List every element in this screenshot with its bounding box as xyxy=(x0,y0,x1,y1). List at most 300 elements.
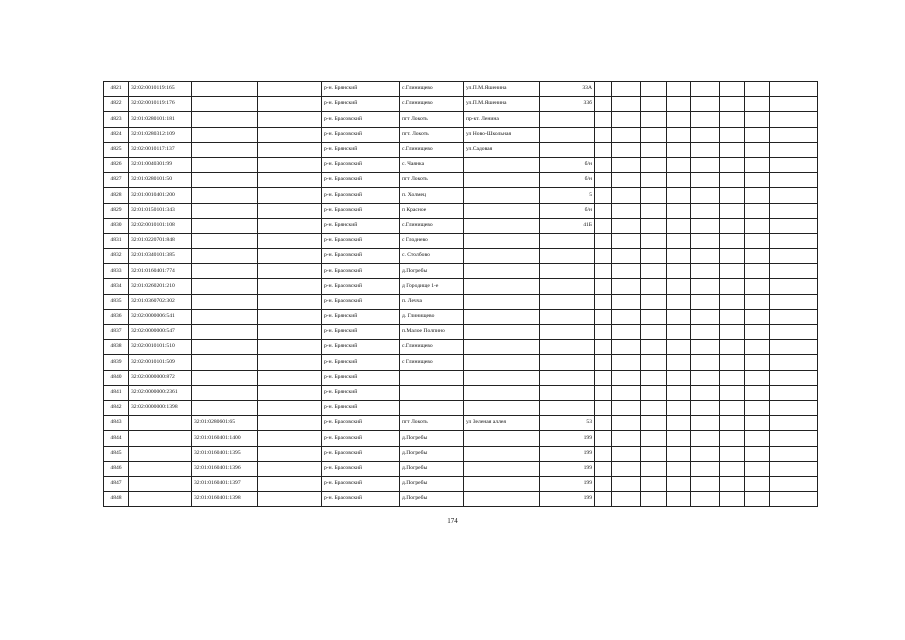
locality-cell xyxy=(400,370,464,385)
cadastral-number-cell: 32:01:0040301:99 xyxy=(129,157,192,172)
empty-cell xyxy=(667,325,691,340)
empty-cell xyxy=(258,203,322,218)
empty-cell xyxy=(691,294,720,309)
empty-cell xyxy=(745,188,770,203)
table-row xyxy=(104,355,818,370)
empty-cell xyxy=(745,157,770,172)
empty-cell xyxy=(667,82,691,97)
empty-cell xyxy=(595,279,612,294)
empty-cell xyxy=(595,233,612,248)
cadastral-number-alt-cell: 32:01:0280601:65 xyxy=(192,416,258,431)
empty-cell xyxy=(745,279,770,294)
empty-cell xyxy=(720,340,745,355)
empty-cell xyxy=(720,127,745,142)
record-number-cell: 4824 xyxy=(104,127,129,142)
empty-cell xyxy=(612,127,641,142)
empty-cell xyxy=(595,218,612,233)
empty-cell xyxy=(745,370,770,385)
table-row xyxy=(104,325,818,340)
empty-cell xyxy=(720,309,745,324)
street-cell xyxy=(464,309,540,324)
empty-cell xyxy=(641,431,667,446)
empty-cell xyxy=(595,188,612,203)
empty-cell xyxy=(612,264,641,279)
street-cell xyxy=(464,264,540,279)
empty-cell xyxy=(720,203,745,218)
table-row xyxy=(104,416,818,431)
empty-cell xyxy=(691,249,720,264)
empty-cell xyxy=(612,233,641,248)
record-number-cell: 4831 xyxy=(104,233,129,248)
house-number-cell: 33б xyxy=(540,97,595,112)
record-number-cell: 4833 xyxy=(104,264,129,279)
empty-cell xyxy=(612,294,641,309)
locality-cell: д.Погребы xyxy=(400,476,464,491)
cadastral-number-alt-cell xyxy=(192,97,258,112)
district-cell: р-н. Брасовский xyxy=(322,492,400,507)
empty-cell xyxy=(745,173,770,188)
empty-cell xyxy=(691,476,720,491)
table-row xyxy=(104,309,818,324)
record-number-cell: 4835 xyxy=(104,294,129,309)
empty-cell xyxy=(641,173,667,188)
street-cell xyxy=(464,461,540,476)
locality-cell: с.Глинищево xyxy=(400,218,464,233)
empty-cell xyxy=(258,355,322,370)
table-row xyxy=(104,264,818,279)
empty-cell xyxy=(595,157,612,172)
table-row xyxy=(104,492,818,507)
empty-cell xyxy=(691,188,720,203)
empty-cell xyxy=(745,264,770,279)
empty-cell xyxy=(595,294,612,309)
empty-cell xyxy=(720,355,745,370)
district-cell: р-н. Брянский xyxy=(322,309,400,324)
cadastral-number-alt-cell xyxy=(192,157,258,172)
empty-cell xyxy=(258,370,322,385)
empty-cell xyxy=(745,112,770,127)
empty-cell xyxy=(691,233,720,248)
cadastral-number-cell: 32:01:0260201:210 xyxy=(129,279,192,294)
cadastral-number-cell: 32:02:0000000:1398 xyxy=(129,400,192,415)
table-row xyxy=(104,82,818,97)
district-cell: р-н. Брасовский xyxy=(322,173,400,188)
locality-cell: д Городище 1-е xyxy=(400,279,464,294)
cadastral-number-alt-cell xyxy=(192,173,258,188)
record-number-cell: 4825 xyxy=(104,142,129,157)
empty-cell xyxy=(770,325,818,340)
empty-cell xyxy=(691,370,720,385)
record-number-cell: 4841 xyxy=(104,385,129,400)
record-number-cell: 4844 xyxy=(104,431,129,446)
house-number-cell xyxy=(540,309,595,324)
empty-cell xyxy=(667,400,691,415)
empty-cell xyxy=(595,112,612,127)
cadastral-number-alt-cell: 32:01:0160401:1400 xyxy=(192,431,258,446)
empty-cell xyxy=(667,264,691,279)
cadastral-number-cell: 32:02:0000000:2361 xyxy=(129,385,192,400)
cadastral-number-alt-cell xyxy=(192,249,258,264)
empty-cell xyxy=(641,294,667,309)
empty-cell xyxy=(612,355,641,370)
empty-cell xyxy=(667,461,691,476)
empty-cell xyxy=(770,476,818,491)
street-cell xyxy=(464,370,540,385)
record-number-cell: 4828 xyxy=(104,188,129,203)
empty-cell xyxy=(258,431,322,446)
empty-cell xyxy=(691,142,720,157)
empty-cell xyxy=(595,127,612,142)
empty-cell xyxy=(770,370,818,385)
cadastral-number-alt-cell: 32:01:0160401:1395 xyxy=(192,446,258,461)
table-row xyxy=(104,112,818,127)
empty-cell xyxy=(745,233,770,248)
empty-cell xyxy=(691,203,720,218)
locality-cell: д. Глинищево xyxy=(400,309,464,324)
empty-cell xyxy=(595,476,612,491)
house-number-cell xyxy=(540,112,595,127)
record-number-cell: 4837 xyxy=(104,325,129,340)
cadastral-number-cell: 32:02:0010101:510 xyxy=(129,340,192,355)
empty-cell xyxy=(691,461,720,476)
empty-cell xyxy=(612,492,641,507)
empty-cell xyxy=(770,279,818,294)
empty-cell xyxy=(770,264,818,279)
record-number-cell: 4822 xyxy=(104,97,129,112)
empty-cell xyxy=(641,400,667,415)
record-number-cell: 4839 xyxy=(104,355,129,370)
street-cell: ул Ново-Школьная xyxy=(464,127,540,142)
house-number-cell: 33А xyxy=(540,82,595,97)
record-number-cell: 4827 xyxy=(104,173,129,188)
empty-cell xyxy=(612,188,641,203)
street-cell xyxy=(464,249,540,264)
empty-cell xyxy=(770,385,818,400)
empty-cell xyxy=(258,279,322,294)
empty-cell xyxy=(745,385,770,400)
locality-cell: д.Погребы xyxy=(400,461,464,476)
empty-cell xyxy=(691,97,720,112)
empty-cell xyxy=(258,218,322,233)
cadastral-number-alt-cell xyxy=(192,279,258,294)
empty-cell xyxy=(691,173,720,188)
empty-cell xyxy=(720,142,745,157)
empty-cell xyxy=(258,173,322,188)
empty-cell xyxy=(720,279,745,294)
house-number-cell: 199 xyxy=(540,476,595,491)
district-cell: р-н. Брасовский xyxy=(322,264,400,279)
district-cell: р-н. Брянский xyxy=(322,355,400,370)
empty-cell xyxy=(595,309,612,324)
empty-cell xyxy=(745,492,770,507)
street-cell xyxy=(464,173,540,188)
empty-cell xyxy=(720,461,745,476)
empty-cell xyxy=(641,112,667,127)
empty-cell xyxy=(258,340,322,355)
empty-cell xyxy=(258,461,322,476)
empty-cell xyxy=(641,82,667,97)
cadastral-number-alt-cell xyxy=(192,142,258,157)
empty-cell xyxy=(612,400,641,415)
empty-cell xyxy=(745,400,770,415)
cadastral-number-alt-cell xyxy=(192,400,258,415)
empty-cell xyxy=(667,142,691,157)
empty-cell xyxy=(595,385,612,400)
empty-cell xyxy=(641,264,667,279)
record-number-cell: 4848 xyxy=(104,492,129,507)
cadastral-number-cell: 32:02:0000000:547 xyxy=(129,325,192,340)
empty-cell xyxy=(612,142,641,157)
empty-cell xyxy=(258,385,322,400)
table-row xyxy=(104,476,818,491)
empty-cell xyxy=(667,97,691,112)
empty-cell xyxy=(595,461,612,476)
empty-cell xyxy=(691,112,720,127)
empty-cell xyxy=(745,355,770,370)
district-cell: р-н. Брянский xyxy=(322,142,400,157)
house-number-cell xyxy=(540,233,595,248)
empty-cell xyxy=(745,294,770,309)
cadastral-number-cell: 32:02:0000000:872 xyxy=(129,370,192,385)
table-row xyxy=(104,233,818,248)
street-cell xyxy=(464,400,540,415)
locality-cell: д.Погребы xyxy=(400,492,464,507)
empty-cell xyxy=(770,309,818,324)
registry-table xyxy=(103,81,818,507)
empty-cell xyxy=(595,340,612,355)
empty-cell xyxy=(595,97,612,112)
street-cell xyxy=(464,157,540,172)
empty-cell xyxy=(667,249,691,264)
table-row xyxy=(104,188,818,203)
locality-cell: д.Погребы xyxy=(400,264,464,279)
street-cell: ул.П.М.Яшенина xyxy=(464,97,540,112)
empty-cell xyxy=(258,142,322,157)
empty-cell xyxy=(770,461,818,476)
street-cell xyxy=(464,203,540,218)
empty-cell xyxy=(720,188,745,203)
empty-cell xyxy=(745,249,770,264)
cadastral-number-alt-cell xyxy=(192,127,258,142)
empty-cell xyxy=(770,492,818,507)
empty-cell xyxy=(641,476,667,491)
empty-cell xyxy=(612,416,641,431)
empty-cell xyxy=(745,476,770,491)
empty-cell xyxy=(641,370,667,385)
empty-cell xyxy=(720,218,745,233)
cadastral-number-alt-cell xyxy=(192,112,258,127)
cadastral-number-cell xyxy=(129,492,192,507)
district-cell: р-н. Брасовский xyxy=(322,249,400,264)
record-number-cell: 4830 xyxy=(104,218,129,233)
empty-cell xyxy=(770,188,818,203)
table-row xyxy=(104,218,818,233)
locality-cell: пгт Локоть xyxy=(400,112,464,127)
empty-cell xyxy=(612,325,641,340)
empty-cell xyxy=(720,416,745,431)
empty-cell xyxy=(691,385,720,400)
empty-cell xyxy=(770,203,818,218)
empty-cell xyxy=(770,431,818,446)
street-cell xyxy=(464,233,540,248)
empty-cell xyxy=(641,416,667,431)
empty-cell xyxy=(258,416,322,431)
house-number-cell: 199 xyxy=(540,431,595,446)
table-row xyxy=(104,461,818,476)
cadastral-number-alt-cell xyxy=(192,294,258,309)
cadastral-number-alt-cell xyxy=(192,82,258,97)
empty-cell xyxy=(258,294,322,309)
record-number-cell: 4832 xyxy=(104,249,129,264)
cadastral-number-alt-cell xyxy=(192,264,258,279)
empty-cell xyxy=(612,446,641,461)
district-cell: р-н. Брасовский xyxy=(322,203,400,218)
empty-cell xyxy=(720,97,745,112)
empty-cell xyxy=(720,385,745,400)
record-number-cell: 4823 xyxy=(104,112,129,127)
empty-cell xyxy=(612,173,641,188)
empty-cell xyxy=(667,233,691,248)
empty-cell xyxy=(667,340,691,355)
empty-cell xyxy=(720,82,745,97)
cadastral-number-cell xyxy=(129,476,192,491)
cadastral-number-cell: 32:01:0150101:343 xyxy=(129,203,192,218)
empty-cell xyxy=(595,492,612,507)
empty-cell xyxy=(770,218,818,233)
empty-cell xyxy=(641,446,667,461)
empty-cell xyxy=(595,400,612,415)
street-cell xyxy=(464,385,540,400)
empty-cell xyxy=(612,203,641,218)
empty-cell xyxy=(595,264,612,279)
record-number-cell: 4845 xyxy=(104,446,129,461)
empty-cell xyxy=(691,264,720,279)
empty-cell xyxy=(258,446,322,461)
record-number-cell: 4826 xyxy=(104,157,129,172)
cadastral-number-alt-cell: 32:01:0160401:1396 xyxy=(192,461,258,476)
empty-cell xyxy=(667,385,691,400)
cadastral-number-cell: 32:01:0280312:109 xyxy=(129,127,192,142)
empty-cell xyxy=(770,340,818,355)
district-cell: р-н. Брасовский xyxy=(322,461,400,476)
cadastral-number-alt-cell: 32:01:0160401:1398 xyxy=(192,492,258,507)
page-number: 174 xyxy=(447,517,458,525)
empty-cell xyxy=(641,127,667,142)
empty-cell xyxy=(641,249,667,264)
house-number-cell: 199 xyxy=(540,446,595,461)
empty-cell xyxy=(612,82,641,97)
empty-cell xyxy=(745,97,770,112)
district-cell: р-н. Брасовский xyxy=(322,431,400,446)
empty-cell xyxy=(720,294,745,309)
house-number-cell: 199 xyxy=(540,492,595,507)
empty-cell xyxy=(258,476,322,491)
empty-cell xyxy=(691,416,720,431)
district-cell: р-н. Брянский xyxy=(322,218,400,233)
empty-cell xyxy=(595,416,612,431)
street-cell xyxy=(464,340,540,355)
table-row xyxy=(104,127,818,142)
house-number-cell xyxy=(540,294,595,309)
cadastral-number-cell: 32:02:0010119:165 xyxy=(129,82,192,97)
empty-cell xyxy=(641,218,667,233)
empty-cell xyxy=(667,188,691,203)
cadastral-number-alt-cell xyxy=(192,203,258,218)
empty-cell xyxy=(641,461,667,476)
empty-cell xyxy=(691,157,720,172)
empty-cell xyxy=(612,218,641,233)
locality-cell: с. Столбово xyxy=(400,249,464,264)
record-number-cell: 4840 xyxy=(104,370,129,385)
record-number-cell: 4829 xyxy=(104,203,129,218)
cadastral-number-alt-cell xyxy=(192,385,258,400)
empty-cell xyxy=(595,249,612,264)
empty-cell xyxy=(770,142,818,157)
empty-cell xyxy=(691,446,720,461)
locality-cell: с.Глинищево xyxy=(400,340,464,355)
empty-cell xyxy=(595,431,612,446)
cadastral-number-cell: 32:01:0160401:774 xyxy=(129,264,192,279)
locality-cell: д.Погребы xyxy=(400,446,464,461)
empty-cell xyxy=(612,112,641,127)
house-number-cell: 41Б xyxy=(540,218,595,233)
empty-cell xyxy=(720,431,745,446)
empty-cell xyxy=(667,446,691,461)
empty-cell xyxy=(595,355,612,370)
district-cell: р-н. Брянский xyxy=(322,82,400,97)
empty-cell xyxy=(720,157,745,172)
house-number-cell xyxy=(540,127,595,142)
empty-cell xyxy=(691,492,720,507)
house-number-cell xyxy=(540,142,595,157)
district-cell: р-н. Брасовский xyxy=(322,446,400,461)
empty-cell xyxy=(770,294,818,309)
empty-cell xyxy=(770,233,818,248)
cadastral-number-cell xyxy=(129,461,192,476)
empty-cell xyxy=(745,203,770,218)
empty-cell xyxy=(770,173,818,188)
empty-cell xyxy=(770,355,818,370)
street-cell: ул.П.М.Яшенина xyxy=(464,82,540,97)
house-number-cell xyxy=(540,340,595,355)
street-cell xyxy=(464,188,540,203)
table-row xyxy=(104,431,818,446)
empty-cell xyxy=(691,127,720,142)
empty-cell xyxy=(258,112,322,127)
empty-cell xyxy=(641,142,667,157)
empty-cell xyxy=(745,461,770,476)
empty-cell xyxy=(258,325,322,340)
empty-cell xyxy=(258,264,322,279)
empty-cell xyxy=(667,127,691,142)
empty-cell xyxy=(691,431,720,446)
empty-cell xyxy=(612,157,641,172)
cadastral-number-cell: 32:01:0280101:50 xyxy=(129,173,192,188)
table-row xyxy=(104,279,818,294)
empty-cell xyxy=(612,340,641,355)
cadastral-number-cell: 32:02:0010117:137 xyxy=(129,142,192,157)
street-cell xyxy=(464,218,540,233)
cadastral-number-cell: 32:02:0000006:541 xyxy=(129,309,192,324)
empty-cell xyxy=(641,355,667,370)
street-cell xyxy=(464,492,540,507)
street-cell: ул Зеленая аллея xyxy=(464,416,540,431)
empty-cell xyxy=(745,431,770,446)
empty-cell xyxy=(720,446,745,461)
cadastral-number-cell: 32:01:0220701:848 xyxy=(129,233,192,248)
locality-cell: п.Малое Полпино xyxy=(400,325,464,340)
empty-cell xyxy=(612,461,641,476)
